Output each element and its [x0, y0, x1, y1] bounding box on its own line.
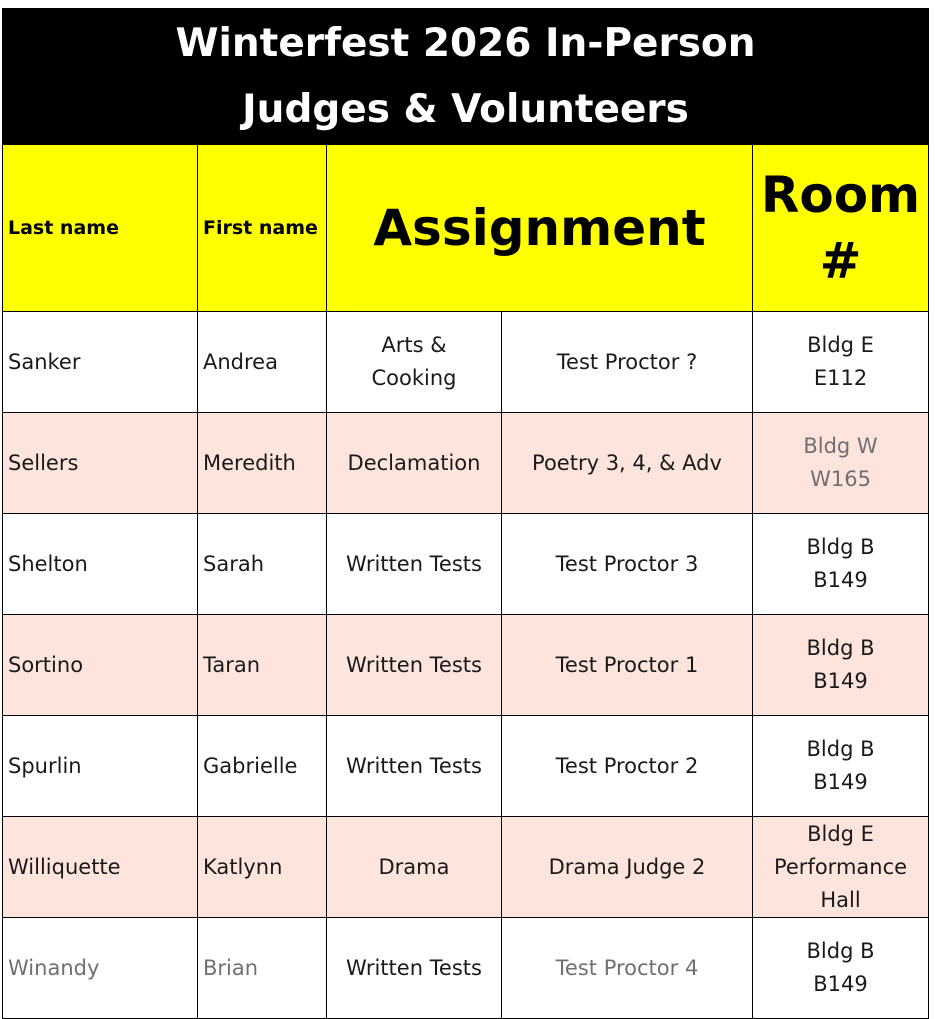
title-line-2: Judges & Volunteers [242, 86, 689, 132]
cell-room[interactable] [753, 817, 929, 918]
cell-last-name[interactable]: Shelton [3, 514, 198, 615]
sheet-title [3, 9, 929, 145]
cell-category-line-2: Cooking [371, 366, 457, 390]
cell-last-name[interactable]: Williquette [3, 817, 198, 918]
cell-room-line-2: B149 [813, 568, 868, 592]
cell-category[interactable]: Written Tests [327, 514, 502, 615]
header-last-name[interactable]: Last name [3, 145, 198, 312]
cell-room-line-1: Bldg B [806, 535, 875, 559]
header-room[interactable] [753, 145, 929, 312]
cell-room[interactable] [753, 413, 929, 514]
cell-room[interactable] [753, 918, 929, 1019]
cell-first-name[interactable]: Katlynn [198, 817, 327, 918]
cell-room[interactable] [753, 716, 929, 817]
cell-room-line-1: Bldg B [806, 939, 875, 963]
cell-room-line-2: Performance [773, 854, 908, 879]
cell-last-name[interactable]: Sanker [3, 312, 198, 413]
cell-role[interactable]: Test Proctor ? [502, 312, 753, 413]
cell-role[interactable]: Test Proctor 1 [502, 615, 753, 716]
volunteer-table [2, 8, 929, 1019]
table-row [3, 312, 929, 413]
cell-first-name[interactable]: Meredith [198, 413, 327, 514]
cell-category[interactable] [327, 312, 502, 413]
cell-first-name[interactable]: Andrea [198, 312, 327, 413]
cell-room-line-1: Bldg E [807, 821, 874, 846]
cell-category[interactable]: Drama [327, 817, 502, 918]
cell-category[interactable]: Written Tests [327, 716, 502, 817]
cell-room-line-3: Hall [820, 887, 861, 912]
cell-room-line-1: Bldg B [806, 737, 875, 761]
cell-first-name[interactable]: Gabrielle [198, 716, 327, 817]
cell-category[interactable]: Declamation [327, 413, 502, 514]
cell-room-line-2: B149 [813, 669, 868, 693]
cell-role[interactable]: Drama Judge 2 [502, 817, 753, 918]
cell-room-line-2: B149 [813, 770, 868, 794]
table-row [3, 413, 929, 514]
cell-room-line-2: B149 [813, 972, 868, 996]
cell-room[interactable] [753, 615, 929, 716]
cell-last-name[interactable]: Sortino [3, 615, 198, 716]
table-row [3, 615, 929, 716]
cell-room[interactable] [753, 514, 929, 615]
table-row [3, 716, 929, 817]
cell-role[interactable]: Test Proctor 4 [502, 918, 753, 1019]
header-first-name[interactable]: First name [198, 145, 327, 312]
cell-last-name[interactable]: Winandy [3, 918, 198, 1019]
title-line-1: Winterfest 2026 In-Person [175, 20, 756, 66]
header-assignment[interactable]: Assignment [327, 145, 753, 312]
cell-room-line-1: Bldg E [807, 333, 874, 357]
table-row [3, 514, 929, 615]
cell-role[interactable]: Test Proctor 3 [502, 514, 753, 615]
cell-category[interactable]: Written Tests [327, 615, 502, 716]
cell-room-line-1: Bldg B [806, 636, 875, 660]
table-row [3, 918, 929, 1019]
cell-room-line-1: Bldg W [803, 434, 878, 458]
cell-role[interactable]: Poetry 3, 4, & Adv [502, 413, 753, 514]
cell-last-name[interactable]: Spurlin [3, 716, 198, 817]
header-room-line-1: Room [760, 166, 921, 224]
header-room-line-2: # [819, 232, 862, 290]
cell-category[interactable]: Written Tests [327, 918, 502, 1019]
cell-first-name[interactable]: Brian [198, 918, 327, 1019]
cell-room[interactable] [753, 312, 929, 413]
cell-role[interactable]: Test Proctor 2 [502, 716, 753, 817]
table-row [3, 817, 929, 918]
cell-room-line-2: E112 [813, 366, 868, 390]
cell-last-name[interactable]: Sellers [3, 413, 198, 514]
cell-first-name[interactable]: Sarah [198, 514, 327, 615]
cell-room-line-2: W165 [810, 467, 871, 491]
cell-first-name[interactable]: Taran [198, 615, 327, 716]
cell-category-line-1: Arts & [381, 333, 447, 357]
